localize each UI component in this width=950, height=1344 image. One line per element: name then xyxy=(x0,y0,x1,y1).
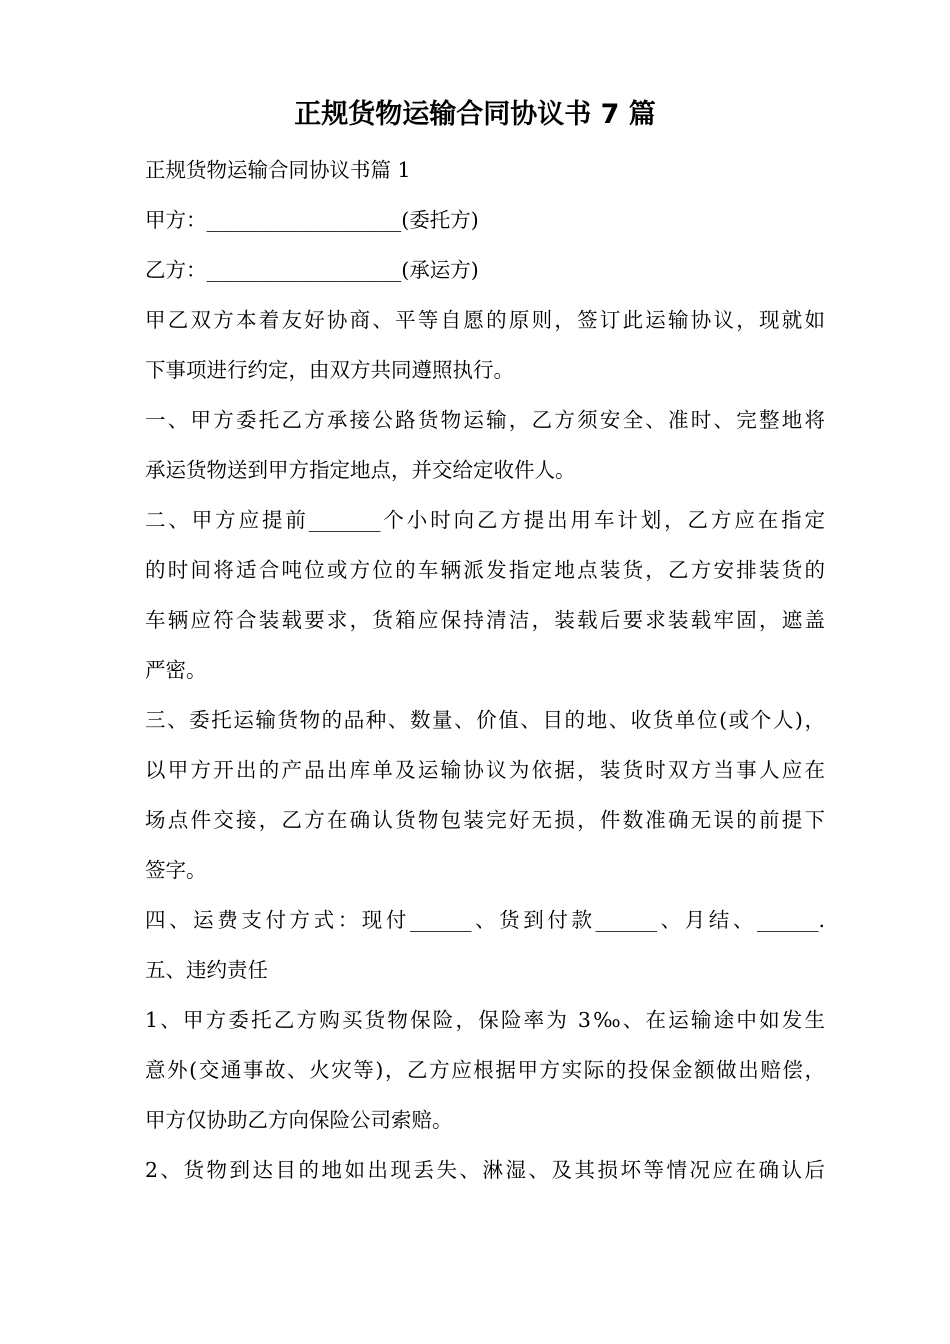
clause-3-line: 场点件交接，乙方在确认货物包装完好无损，件数准确无误的前提下 xyxy=(145,808,825,832)
clause-2-line: 的时间将适合吨位或方位的车辆派发指定地点装货，乙方安排装货的 xyxy=(145,558,825,582)
clause-2-line: 严密。 xyxy=(145,658,207,682)
paragraph-line: 下事项进行约定，由双方共同遵照执行。 xyxy=(145,358,514,382)
clause-1-line: 承运货物送到甲方指定地点，并交给定收件人。 xyxy=(145,458,576,482)
paragraph-line: 甲乙双方本着友好协商、平等自愿的原则，签订此运输协议，现就如 xyxy=(145,308,825,332)
clause-3-line: 签字。 xyxy=(145,858,207,882)
clause-2-line: 二、甲方应提前_______个小时向乙方提出用车计划，乙方应在指定 xyxy=(145,508,825,532)
party-a-line: 甲方：___________________(委托方) xyxy=(145,208,479,232)
section-heading: 正规货物运输合同协议书篇 1 xyxy=(145,158,411,182)
document-title: 正规货物运输合同协议书 7 篇 xyxy=(294,99,656,130)
party-b-line: 乙方：___________________(承运方) xyxy=(145,258,479,282)
clause-1-line: 一、甲方委托乙方承接公路货物运输，乙方须安全、准时、完整地将 xyxy=(145,408,825,432)
clause-5-heading: 五、违约责任 xyxy=(145,958,268,982)
clause-3-line: 以甲方开出的产品出库单及运输协议为依据，装货时双方当事人应在 xyxy=(145,758,825,782)
clause-5-1-line: 甲方仅协助乙方向保险公司索赔。 xyxy=(145,1108,453,1132)
clause-5-2-line: 2、货物到达目的地如出现丢失、淋湿、及其损坏等情况应在确认后 xyxy=(145,1158,825,1182)
clause-2-line: 车辆应符合装载要求，货箱应保持清洁，装载后要求装载牢固，遮盖 xyxy=(145,608,825,632)
clause-3-line: 三、委托运输货物的品种、数量、价值、目的地、收货单位(或个人)， xyxy=(145,708,825,732)
clause-5-1-line: 意外(交通事故、火灾等)，乙方应根据甲方实际的投保金额做出赔偿， xyxy=(145,1058,825,1082)
clause-5-1-line: 1、甲方委托乙方购买货物保险，保险率为 3‰、在运输途中如发生 xyxy=(145,1008,825,1032)
clause-4-line: 四、运费支付方式：现付______、货到付款______、月结、______. xyxy=(145,908,825,932)
